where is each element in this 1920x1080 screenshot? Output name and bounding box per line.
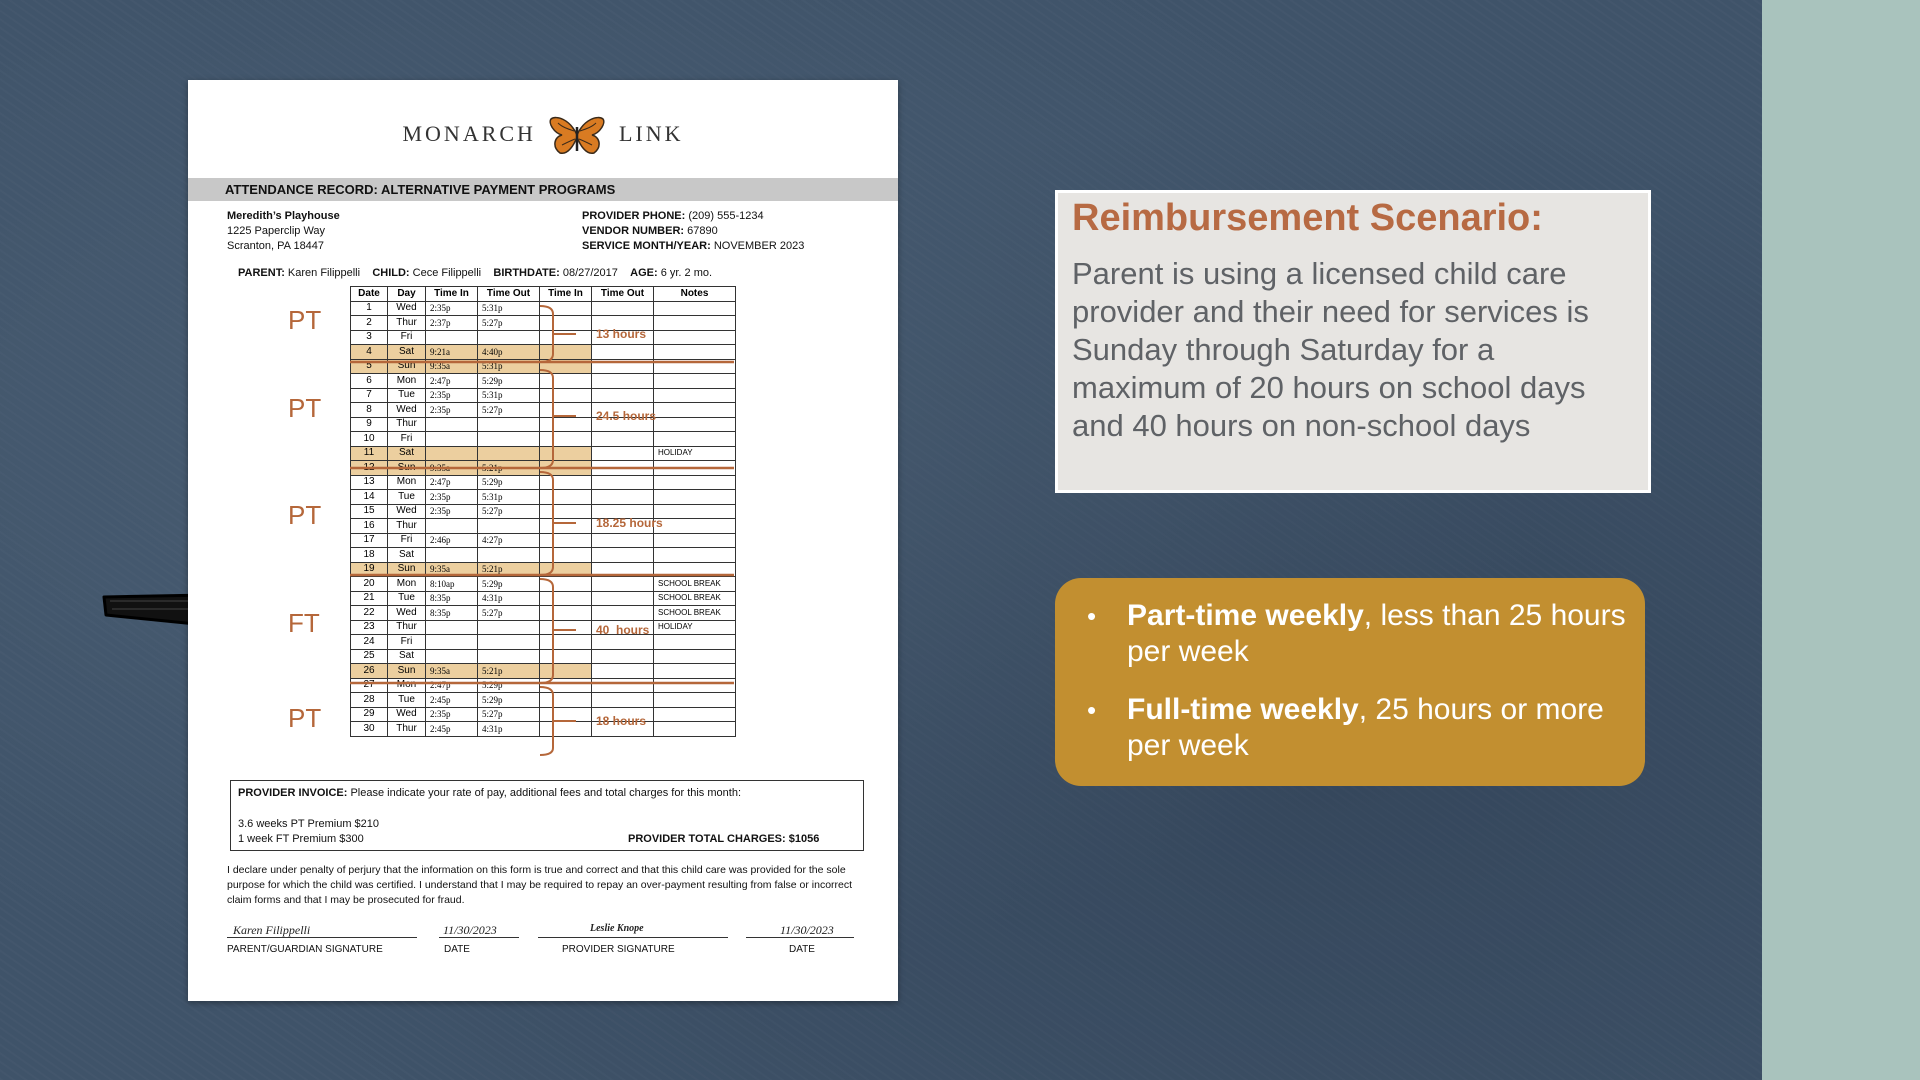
- child-label: CHILD:: [372, 267, 410, 279]
- cell-time-out: 5:29p: [478, 475, 540, 490]
- part-time-term: Part-time weekly: [1127, 599, 1364, 632]
- cell-time-in: 2:35p: [426, 301, 478, 316]
- logo-left-text: MONARCH: [402, 121, 536, 147]
- week-3-hours: 18.25 hours: [596, 516, 663, 530]
- cell-time-out: 4:27p: [478, 533, 540, 548]
- cell-time-out: 5:31p: [478, 490, 540, 505]
- cell-date: 13: [351, 475, 388, 490]
- cell-time-out: 5:29p: [478, 374, 540, 389]
- cell-day: Sat: [388, 548, 426, 563]
- invoice-label: PROVIDER INVOICE:: [238, 787, 348, 799]
- cell-notes: HOLIDAY: [654, 620, 736, 635]
- cell-date: 3: [351, 330, 388, 345]
- cell-notes: SCHOOL BREAK: [654, 591, 736, 606]
- week-5-label: PT: [288, 703, 322, 733]
- cell-time-in: 2:35p: [426, 490, 478, 505]
- full-time-definition: , 25 hours or more per week: [1127, 693, 1604, 762]
- right-accent-band: [1762, 0, 1920, 1080]
- cell-date: 30: [351, 722, 388, 737]
- service-label: SERVICE MONTH/YEAR:: [582, 240, 711, 252]
- cell-time-in: 2:37p: [426, 316, 478, 331]
- cell-date: 11: [351, 446, 388, 461]
- cell-time-out: 4:31p: [478, 722, 540, 737]
- cell-day: Sun: [388, 359, 426, 374]
- cell-day: Sun: [388, 664, 426, 679]
- cell-date: 19: [351, 562, 388, 577]
- cell-date: 28: [351, 693, 388, 708]
- invoice-line-1: 3.6 weeks PT Premium $210: [238, 818, 380, 830]
- week-2-hours: 24.5 hours: [596, 409, 657, 423]
- week-4-hours: 40 hours: [596, 623, 650, 637]
- cell-time-out: 5:27p: [478, 606, 540, 621]
- cell-date: 7: [351, 388, 388, 403]
- cell-time-out: 4:31p: [478, 591, 540, 606]
- header-notes: Notes: [654, 287, 736, 302]
- cell-day: Fri: [388, 533, 426, 548]
- week-3-label: PT: [288, 500, 322, 530]
- invoice-line-2: 1 week FT Premium $300: [238, 833, 364, 845]
- cell-time-out: 5:21p: [478, 664, 540, 679]
- cell-notes: SCHOOL BREAK: [654, 577, 736, 592]
- cell-time-in: 2:47p: [426, 374, 478, 389]
- cell-time-in: 2:45p: [426, 693, 478, 708]
- cell-time-out: 5:29p: [478, 577, 540, 592]
- header-day: Day: [388, 287, 426, 302]
- attendance-document: [188, 80, 898, 1001]
- date-line-2: [746, 937, 854, 938]
- week-4-label: FT: [288, 608, 320, 638]
- document-title: ATTENDANCE RECORD: ALTERNATIVE PAYMENT PROGRAMS: [225, 182, 616, 197]
- cell-day: Wed: [388, 504, 426, 519]
- part-time-definition: , less than 25 hours per week: [1127, 599, 1626, 668]
- cell-time-in: 9:35a: [426, 664, 478, 679]
- cell-time-in: 2:35p: [426, 504, 478, 519]
- full-time-term: Full-time weekly: [1127, 693, 1359, 726]
- cell-day: Thur: [388, 417, 426, 432]
- cell-date: 4: [351, 345, 388, 360]
- cell-day: Sun: [388, 461, 426, 476]
- cell-date: 12: [351, 461, 388, 476]
- cell-notes: HOLIDAY: [654, 446, 736, 461]
- cell-day: Tue: [388, 490, 426, 505]
- cell-date: 9: [351, 417, 388, 432]
- logo-right-text: LINK: [618, 121, 684, 147]
- header-time-out-2: Time Out: [592, 287, 654, 302]
- cell-time-out: 5:21p: [478, 461, 540, 476]
- cell-date: 2: [351, 316, 388, 331]
- cell-date: 21: [351, 591, 388, 606]
- cell-time-in: 2:35p: [426, 388, 478, 403]
- age-label: AGE:: [630, 267, 658, 279]
- cell-day: Thur: [388, 722, 426, 737]
- cell-time-in: 8:35p: [426, 591, 478, 606]
- cell-day: Wed: [388, 707, 426, 722]
- cell-date: 23: [351, 620, 388, 635]
- cell-day: Fri: [388, 635, 426, 650]
- cell-time-out: 5:29p: [478, 678, 540, 693]
- cell-time-out: 5:31p: [478, 301, 540, 316]
- provider-sign-date: 11/30/2023: [780, 923, 834, 937]
- cell-day: Thur: [388, 519, 426, 534]
- provider-signature: Leslie Knope: [590, 923, 644, 934]
- cell-day: Sat: [388, 649, 426, 664]
- cell-time-in: 2:47p: [426, 475, 478, 490]
- header-time-out: Time Out: [478, 287, 540, 302]
- cell-date: 17: [351, 533, 388, 548]
- scenario-box: [1055, 190, 1651, 493]
- cell-notes: SCHOOL BREAK: [654, 606, 736, 621]
- cell-day: Wed: [388, 606, 426, 621]
- phone-label: PROVIDER PHONE:: [582, 210, 686, 222]
- week-5-hours: 18 hours: [596, 714, 647, 728]
- cell-time-in: 8:35p: [426, 606, 478, 621]
- cell-date: 24: [351, 635, 388, 650]
- cell-day: Mon: [388, 678, 426, 693]
- cell-time-out: 5:27p: [478, 316, 540, 331]
- bullet-icon: •: [1087, 601, 1097, 631]
- week-brackets: [188, 80, 898, 780]
- cell-time-in: 2:35p: [426, 707, 478, 722]
- cell-day: Thur: [388, 620, 426, 635]
- provider-phone: (209) 555-1234: [688, 210, 764, 222]
- cell-time-out: 5:21p: [478, 562, 540, 577]
- cell-time-in: 2:47p: [426, 678, 478, 693]
- provider-name: Meredith’s Playhouse: [227, 210, 340, 222]
- cell-date: 14: [351, 490, 388, 505]
- date-line-1: [439, 937, 519, 938]
- cell-date: 16: [351, 519, 388, 534]
- cell-day: Fri: [388, 330, 426, 345]
- cell-day: Tue: [388, 591, 426, 606]
- parent-signature-line: [227, 937, 417, 938]
- birthdate: 08/27/2017: [562, 267, 618, 279]
- invoice-prompt: Please indicate your rate of pay, additional fees and total charges for this month:: [350, 787, 741, 799]
- cell-time-in: 9:35a: [426, 562, 478, 577]
- cell-day: Fri: [388, 432, 426, 447]
- cell-day: Sun: [388, 562, 426, 577]
- cell-day: Tue: [388, 388, 426, 403]
- cell-date: 6: [351, 374, 388, 389]
- cell-time-in: 9:35a: [426, 461, 478, 476]
- cell-time-in: 9:35a: [426, 359, 478, 374]
- parent-sign-date: 11/30/2023: [443, 923, 497, 937]
- header-time-in: Time In: [426, 287, 478, 302]
- definitions-box: [1055, 578, 1645, 786]
- cell-time-in: 2:46p: [426, 533, 478, 548]
- vendor-number: 67890: [687, 225, 718, 237]
- cell-date: 29: [351, 707, 388, 722]
- scenario-title: Reimbursement Scenario:: [1072, 197, 1543, 239]
- cell-time-out: 5:29p: [478, 693, 540, 708]
- cell-date: 25: [351, 649, 388, 664]
- birthdate-label: BIRTHDATE:: [493, 267, 560, 279]
- cell-day: Sat: [388, 446, 426, 461]
- cell-day: Mon: [388, 475, 426, 490]
- provider-city: Scranton, PA 18447: [227, 240, 325, 252]
- parent-name: Karen Filippelli: [287, 267, 361, 279]
- cell-day: Thur: [388, 316, 426, 331]
- cell-time-out: 5:27p: [478, 707, 540, 722]
- cell-time-out: 5:27p: [478, 504, 540, 519]
- provider-invoice: [230, 780, 864, 851]
- scenario-body: Parent is using a licensed child care provider and their need for services is Sunday through Saturday for a maximum of 20 hours on school days and 40 hours on non-school days: [1072, 256, 1589, 443]
- date-label-2: DATE: [789, 944, 815, 955]
- declaration-text: I declare under penalty of perjury that the information on this form is true and correct and that this child care was provided for the sole purpose for which the child was certified. I understand that I may be required to repay an over-payment resulting from false or incorrect claim forms and that I may be prosecuted for fraud.: [227, 864, 853, 906]
- child-name: Cece Filippelli: [412, 267, 482, 279]
- cell-time-in: 8:10ap: [426, 577, 478, 592]
- cell-time-out: 4:40p: [478, 345, 540, 360]
- cell-date: 27: [351, 678, 388, 693]
- week-1-hours: 13 hours: [596, 327, 647, 341]
- date-label-1: DATE: [444, 944, 470, 955]
- bullet-icon: •: [1087, 695, 1097, 725]
- provider-street: 1225 Paperclip Way: [227, 225, 326, 237]
- cell-date: 26: [351, 664, 388, 679]
- cell-time-in: 9:21a: [426, 345, 478, 360]
- cell-time-out: 5:27p: [478, 403, 540, 418]
- provider-signature-label: PROVIDER SIGNATURE: [562, 944, 675, 955]
- cell-date: 5: [351, 359, 388, 374]
- cell-day: Mon: [388, 577, 426, 592]
- age: 6 yr. 2 mo.: [660, 267, 713, 279]
- provider-signature-line: [538, 937, 728, 938]
- parent-signature-label: PARENT/GUARDIAN SIGNATURE: [227, 944, 383, 955]
- provider-total: PROVIDER TOTAL CHARGES: $1056: [628, 833, 820, 845]
- cell-time-in: 2:45p: [426, 722, 478, 737]
- parent-label: PARENT:: [238, 267, 285, 279]
- cell-time-out: 5:31p: [478, 388, 540, 403]
- cell-date: 18: [351, 548, 388, 563]
- vendor-label: VENDOR NUMBER:: [582, 225, 685, 237]
- cell-time-out: 5:31p: [478, 359, 540, 374]
- service-month: NOVEMBER 2023: [713, 240, 805, 252]
- cell-day: Wed: [388, 301, 426, 316]
- cell-date: 20: [351, 577, 388, 592]
- header-date: Date: [351, 287, 388, 302]
- parent-signature: Karen Filippelli: [233, 923, 311, 937]
- cell-date: 15: [351, 504, 388, 519]
- cell-day: Mon: [388, 374, 426, 389]
- week-2-label: PT: [288, 393, 322, 423]
- cell-date: 1: [351, 301, 388, 316]
- cell-time-in: 2:35p: [426, 403, 478, 418]
- header-time-in-2: Time In: [540, 287, 592, 302]
- week-1-label: PT: [288, 305, 322, 335]
- invoice-lines: [238, 817, 379, 847]
- cell-date: 8: [351, 403, 388, 418]
- cell-date: 22: [351, 606, 388, 621]
- cell-day: Sat: [388, 345, 426, 360]
- cell-day: Tue: [388, 693, 426, 708]
- cell-day: Wed: [388, 403, 426, 418]
- cell-date: 10: [351, 432, 388, 447]
